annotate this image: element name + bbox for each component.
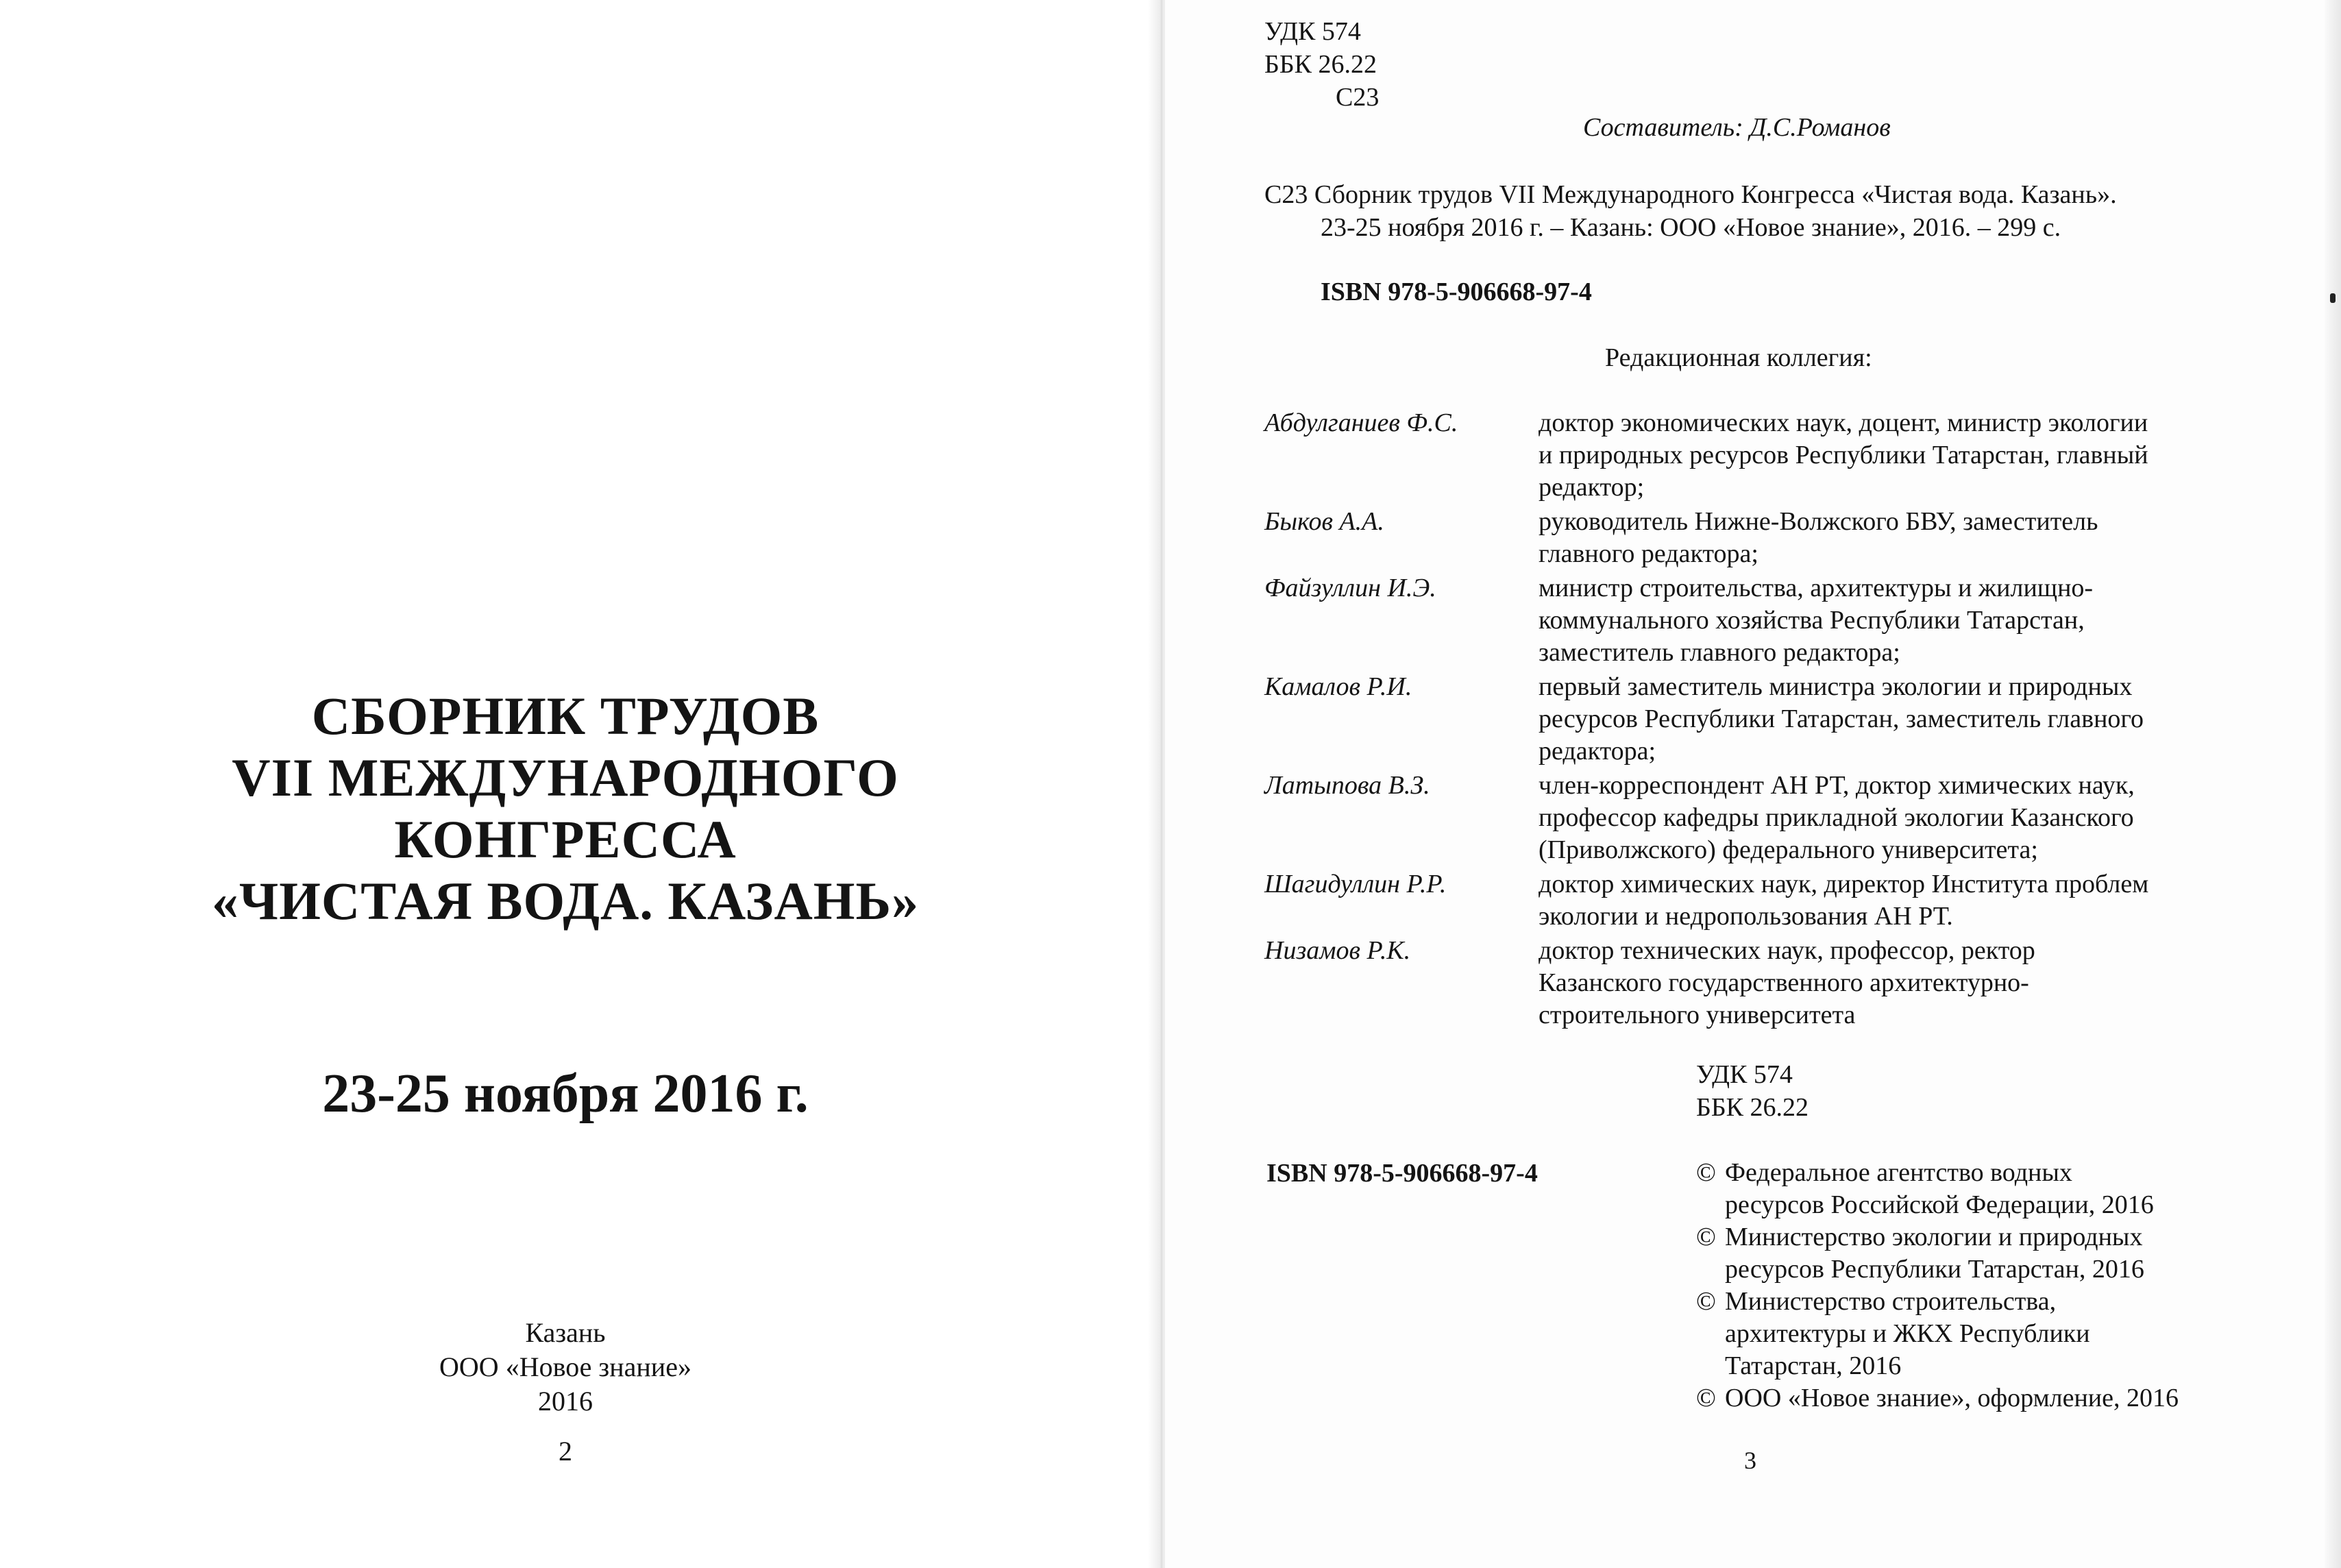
copyright-entry bbox=[1696, 1286, 2179, 1382]
board-member bbox=[1264, 572, 2217, 669]
title-line: СБОРНИК ТРУДОВ bbox=[311, 686, 820, 746]
copyright-entry bbox=[1696, 1221, 2179, 1286]
left-page bbox=[0, 0, 1158, 1568]
member-name: Абдулганиев Ф.С. bbox=[1264, 408, 1458, 437]
copyright-symbol: © bbox=[1696, 1223, 1716, 1251]
biblio-line-1: С23 Сборник трудов VII Международного Конгресса «Чистая вода. Казань». bbox=[1264, 180, 2117, 209]
udk-code: УДК 574 bbox=[1264, 17, 1361, 46]
copyright-text: Министерство строительства, архитектуры и ЖКХ Республики Татарстан, 2016 bbox=[1725, 1287, 2090, 1380]
copyright-entry bbox=[1696, 1157, 2179, 1221]
copyright-symbol: © bbox=[1696, 1384, 1716, 1412]
title-line: «ЧИСТАЯ ВОДА. КАЗАНЬ» bbox=[211, 871, 920, 931]
member-name: Быков А.А. bbox=[1264, 507, 1384, 536]
member-name: Камалов Р.И. bbox=[1264, 672, 1412, 701]
member-name: Шагидуллин Р.Р. bbox=[1264, 870, 1447, 898]
udk-code-bottom: УДК 574 bbox=[1696, 1060, 1793, 1089]
board-member bbox=[1264, 770, 2217, 866]
imprint-publisher: ООО «Новое знание» bbox=[439, 1351, 691, 1382]
compiler-line: Составитель: Д.С.Романов bbox=[1583, 113, 1891, 142]
page-number-left: 2 bbox=[559, 1436, 572, 1467]
board-member bbox=[1264, 506, 2217, 570]
copyright-list bbox=[1696, 1157, 2179, 1414]
editorial-board-title: Редакционная коллегия: bbox=[1605, 343, 1872, 372]
copyright-text: Федеральное агентство водных ресурсов Российской Федерации, 2016 bbox=[1725, 1158, 2154, 1219]
member-description: доктор экономических наук, доцент, министр экологии и природных ресурсов Республики Татарстан, главный редактор; bbox=[1539, 408, 2148, 502]
member-description: первый заместитель министра экологии и природных ресурсов Республики Татарстан, заместитель главного редактора; bbox=[1539, 672, 2144, 765]
isbn-bottom: ISBN 978-5-906668-97-4 bbox=[1266, 1159, 1538, 1188]
imprint bbox=[0, 1316, 1131, 1419]
member-description: руководитель Нижне-Волжского БВУ, заместитель главного редактора; bbox=[1539, 507, 2098, 568]
member-description: член-корреспондент АН РТ, доктор химических наук, профессор кафедры прикладной экологии Казанского (Приволжского) федерального университета; bbox=[1539, 771, 2135, 864]
imprint-year: 2016 bbox=[538, 1386, 593, 1417]
author-mark: С23 bbox=[1336, 83, 1380, 112]
page-edge bbox=[2325, 0, 2341, 1568]
copyright-text: Министерство экологии и природных ресурсов Республики Татарстан, 2016 bbox=[1725, 1223, 2144, 1284]
board-member bbox=[1264, 868, 2217, 933]
copyright-entry bbox=[1696, 1382, 2179, 1414]
board-member bbox=[1264, 671, 2217, 768]
page-number-right: 3 bbox=[1744, 1447, 1756, 1474]
imprint-city: Казань bbox=[525, 1317, 606, 1348]
bbk-code: ББК 26.22 bbox=[1264, 50, 1377, 79]
member-description: министр строительства, архитектуры и жилищно- коммунального хозяйства Республики Татарстан, заместитель главного редактора; bbox=[1539, 574, 2094, 667]
bibliographic-entry bbox=[1264, 178, 2117, 244]
book-title bbox=[0, 685, 1131, 932]
member-description: доктор технических наук, профессор, ректор Казанского государственного архитектурно- строительного университета bbox=[1539, 936, 2035, 1029]
title-line: VII МЕЖДУНАРОДНОГО bbox=[232, 748, 899, 807]
classification-header bbox=[1264, 15, 1379, 114]
isbn-top: ISBN 978-5-906668-97-4 bbox=[1321, 278, 1592, 306]
member-description: доктор химических наук, директор Института проблем экологии и недропользования АН РТ. bbox=[1539, 870, 2149, 931]
biblio-line-2: 23-25 ноября 2016 г. – Казань: ООО «Новое знание», 2016. – 299 с. bbox=[1321, 213, 2061, 242]
board-member bbox=[1264, 407, 2217, 504]
congress-dates: 23-25 ноября 2016 г. bbox=[322, 1064, 809, 1124]
member-name: Латыпова В.З. bbox=[1264, 771, 1430, 800]
classification-footer bbox=[1696, 1058, 1809, 1124]
copyright-symbol: © bbox=[1696, 1158, 1716, 1187]
board-member bbox=[1264, 935, 2217, 1031]
copyright-text: ООО «Новое знание», оформление, 2016 bbox=[1725, 1384, 2179, 1412]
bbk-code-bottom: ББК 26.22 bbox=[1696, 1093, 1809, 1122]
editorial-board-list bbox=[1264, 407, 2217, 1033]
copyright-symbol: © bbox=[1696, 1287, 1716, 1316]
title-line: КОНГРЕССА bbox=[394, 809, 737, 869]
member-name: Файзуллин И.Э. bbox=[1264, 574, 1436, 602]
scan-artifact bbox=[2330, 293, 2336, 303]
member-name: Низамов Р.К. bbox=[1264, 936, 1411, 965]
